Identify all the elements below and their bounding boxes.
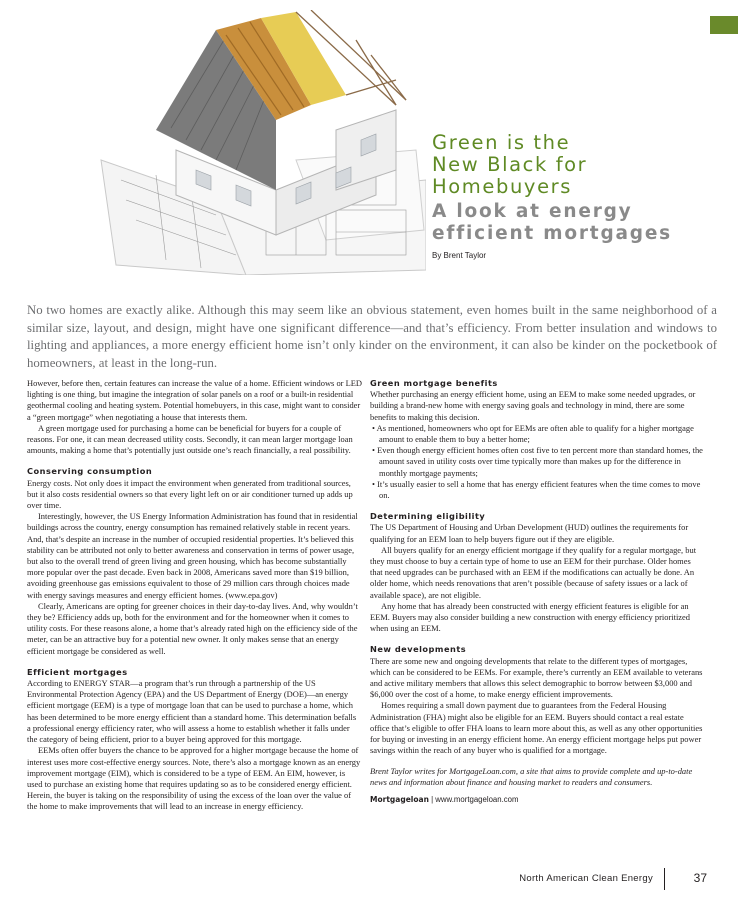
house-blueprint-image bbox=[96, 10, 426, 275]
company-name: Mortgageloan bbox=[370, 794, 429, 804]
paragraph: The US Department of Housing and Urban Development (HUD) outlines the requirements for qualifying for an EEM loan to help buyers figure out if they are eligible. bbox=[370, 522, 689, 544]
section-heading: Determining eligibility bbox=[370, 511, 486, 522]
page-footer bbox=[470, 872, 710, 886]
company-line bbox=[370, 794, 705, 805]
footer-divider bbox=[664, 868, 665, 890]
paragraph: However, before then, certain features can increase the value of a home. Efficient windows or LED lighting is one thing, but imagine the integration of solar panels on a roof or a built-in residential geothermal cooling and heating system. Potential homebuyers, in this case, might want to consider a “green mortgage” when negotiating a house that interests them. bbox=[27, 378, 362, 422]
section-color-tab bbox=[710, 16, 738, 34]
section-heading: New developments bbox=[370, 644, 467, 655]
intro-paragraph: No two homes are exactly alike. Although this may seem like an obvious statement, even homes built in the same neighborhood of a similar size, layout, and design, might have one significant difference—and that’s efficiency. From better insulation and windows to lighting and appliances, a more energy efficient home isn’t only kinder on the environment, it can also be kinder on the pocketbook of homeowners, at least in the long-run. bbox=[27, 303, 717, 370]
article-title: Green is the New Black for Homebuyers bbox=[432, 131, 588, 198]
title-block bbox=[432, 132, 732, 260]
author-credit: Brent Taylor writes for MortgageLoan.com, a site that aims to provide complete and up-to-date news and information about finance and housing market to readers and consumers. bbox=[370, 765, 693, 787]
paragraph: Energy costs. Not only does it impact the environment when generated from traditional sources, but it also costs residential owners so that every light left on or air conditioner turned up adds up over time. bbox=[27, 477, 353, 511]
paragraph: Any home that has already been constructed with energy efficient features is eligible for an EEM. Buyers may also consider building a new construction with energy efficiency prioritized when using an EEM. bbox=[370, 600, 690, 634]
list-item: • Even though energy efficient homes often cost five to ten percent more than standard homes, the amount saved in utility costs over time typically more than makes up for the difference in monthly mortgage payments; bbox=[370, 445, 705, 479]
right-column bbox=[370, 378, 705, 805]
page-number: 37 bbox=[693, 871, 707, 885]
magazine-name: North American Clean Energy bbox=[519, 873, 653, 884]
byline: By Brent Taylor bbox=[432, 251, 487, 260]
article-subtitle: A look at energy efficient mortgages bbox=[432, 201, 672, 244]
section-heading: Green mortgage benefits bbox=[370, 378, 498, 388]
paragraph: A green mortgage used for purchasing a home can be beneficial for buyers for a couple of reasons. For one, it can mean decreased utility costs. Secondly, it can mean larger mortgage loan amounts, making a home that’s potentially just outside one’s reach financially, a real possibility. bbox=[27, 422, 353, 456]
benefits-list bbox=[370, 423, 705, 501]
paragraph: Homes requiring a small down payment due to guarantees from the Federal Housing Administration (FHA) might also be eligible for an EEM. Buyers should contact a real estate office that’s eligible to offer FHA loans to learn more about this, as well as any other opportunities for buying or investing in an energy efficient home. An energy efficient mortgage helps put power savings within the reach of any buyer who is qualified for a mortgage. bbox=[370, 700, 703, 756]
list-item: • It’s usually easier to sell a home that has energy efficient features when the time comes to move on. bbox=[370, 479, 705, 501]
paragraph: According to ENERGY STAR—a program that’s run through a partnership of the US Environmental Protection Agency (EPA) and the US Department of Energy (DOE)—an energy efficient mortgage (EEM) is a type of mortgage loan that can be used to purchase a home, which has been determined to be more energy efficient than a standard home. This determination befalls a professional energy efficiency rater, who will assess a home to establish whether it falls under the category of being efficient, prior to a buyer being approved for this mortgage. bbox=[27, 678, 357, 745]
list-item: • As mentioned, homeowners who opt for EEMs are often able to qualify for a higher mortgage amount to enable them to buy a better home; bbox=[370, 423, 705, 445]
separator: | bbox=[428, 794, 436, 804]
paragraph: EEMs often offer buyers the chance to be approved for a higher mortgage because the home of interest uses more cost-effective energy sources. Note, there’s also a mortgage known as an energy improvement mortgage (EIM), which is considered to be a type of EEM. An EIM, however, is used to purchase an existing home that requires updating so as to be considered energy efficient. Herein, the buyer is taking on the responsibility of using the excess of the loan over the value of the home to make improvements that will lead to an increase in energy efficiency. bbox=[27, 745, 361, 812]
section-heading: Conserving consumption bbox=[27, 466, 153, 477]
company-url[interactable]: www.mortgageloan.com bbox=[435, 794, 519, 804]
left-column bbox=[27, 378, 362, 813]
paragraph: Clearly, Americans are opting for greener choices in their day-to-day lives. And, why wouldn’t they be? Efficiency adds up, both for the environment and for the homeowner when it comes to utility costs. For these reasons alone, a home that’s already rated high on the efficiency side of the meter, can be an attractive buy for a potential new owner. It only makes sense that an energy efficient mortgage be considered as well. bbox=[27, 600, 358, 656]
paragraph: Interestingly, however, the US Energy Information Administration has found that in residential buildings across the country, energy consumption has remained relatively stable in recent years. And, that’s despite an increase in the number of occupied residential properties. It’s believed this stability can be attributed not only to better awareness and conservation in terms of power usage, but also to the overall trend of green living and green housing, which has become substantially more popular over the past decade. Even back in 2008, Americans saved more than $19 billion, avoiding greenhouse gas emissions equivalent to those of 29 million cars through choices made with energy savings measures and energy efficient homes. (www.epa.gov) bbox=[27, 511, 358, 600]
section-heading: Efficient mortgages bbox=[27, 666, 128, 677]
paragraph: There are some new and ongoing developments that relate to the different types of mortgages, which can be considered to be EEMs. For example, there’s currently an EEM available to veterans and active military members that allows this select demographic to borrow between $3,000 and $6,000 over the cost of a home, to make energy efficient improvements. bbox=[370, 655, 703, 700]
paragraph: All buyers qualify for an energy efficient mortgage if they qualify for a regular mortgage, but they must choose to buy a certain type of home to use an EEM for their purchase. Older homes that need upgrades can be purchased with an EEM if the modifications can actually be done. An older home, which needs renovations that aren’t possible (because of safety issues or a lack of available space), are not eligible. bbox=[370, 544, 697, 600]
paragraph: Whether purchasing an energy efficient home, using an EEM to make some needed upgrades, or building a brand-new home with energy saving goals and technology in mind, there are some benefits to making this decision. bbox=[370, 389, 696, 422]
